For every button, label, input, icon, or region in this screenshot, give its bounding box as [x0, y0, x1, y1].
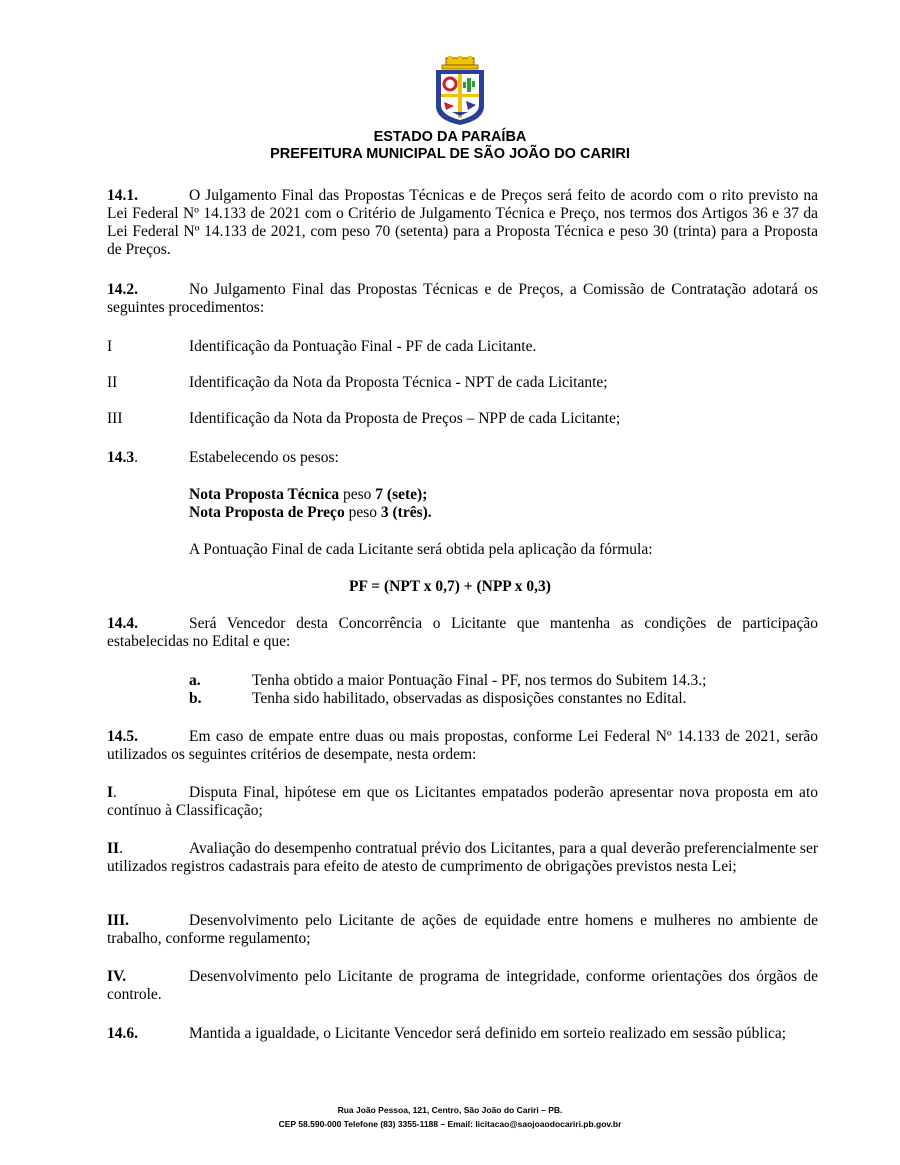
item-text: Desenvolvimento pelo Licitante de programa de integridade, conforme orientações dos órgãos de controle. — [107, 968, 818, 1003]
weight-connector: peso — [339, 486, 376, 503]
item-numeral: I — [107, 338, 113, 355]
clause-text: Estabelecendo os pesos: — [189, 449, 339, 466]
clause-number: 14.5. — [107, 728, 138, 745]
item-text: Identificação da Nota da Proposta de Preços – NPP de cada Licitante; — [189, 410, 621, 427]
clause-14-5 — [107, 728, 818, 764]
item-numeral-suffix: . — [113, 784, 117, 801]
item-text: Tenha obtido a maior Pontuação Final - PF, nos termos do Subitem 14.3.; — [252, 672, 707, 689]
clause-14-6 — [107, 1025, 818, 1043]
clause-number: 14.1. — [107, 187, 138, 204]
item-numeral: II — [107, 840, 120, 857]
clause-number: 14.4. — [107, 615, 138, 632]
formula: PF = (NPT x 0,7) + (NPP x 0,3) — [349, 578, 551, 595]
tiebreak-item — [107, 784, 818, 820]
item-numeral: III. — [107, 912, 129, 929]
condition-item — [189, 690, 687, 708]
municipality-heading: PREFEITURA MUNICIPAL DE SÃO JOÃO DO CARIRI — [270, 146, 630, 162]
clause-text: Será Vencedor desta Concorrência o Licitante que mantenha as condições de participação estabelecidas no Edital e que: — [107, 615, 818, 650]
item-numeral: I — [107, 784, 114, 801]
procedure-item — [107, 338, 818, 356]
clause-text: Mantida a igualdade, o Licitante Vencedor será definido em sorteio realizado em sessão pública; — [189, 1025, 787, 1042]
item-numeral: IV. — [107, 968, 127, 985]
item-numeral: III — [107, 410, 123, 427]
tiebreak-item — [107, 968, 818, 1004]
condition-item — [189, 672, 706, 690]
item-text: Desenvolvimento pelo Licitante de ações de equidade entre homens e mulheres no ambiente de trabalho, conforme regulamento; — [107, 912, 818, 947]
clause-number-suffix: . — [134, 449, 138, 466]
footer-address: Rua João Pessoa, 121, Centro, São João do Cariri – PB. — [337, 1105, 563, 1115]
clause-14-1 — [107, 187, 818, 259]
municipal-crest-icon — [432, 56, 488, 126]
item-label: a. — [189, 672, 201, 689]
clause-text: No Julgamento Final das Propostas Técnicas e de Preços, a Comissão de Contratação adotará os seguintes procedimentos: — [107, 281, 818, 316]
item-text: Identificação da Pontuação Final - PF de cada Licitante. — [189, 338, 537, 355]
tiebreak-item — [107, 840, 818, 876]
tiebreak-item — [107, 912, 818, 948]
item-text: Tenha sido habilitado, observadas as disposições constantes no Edital. — [252, 690, 687, 707]
item-label: b. — [189, 690, 202, 707]
clause-number: 14.3 — [107, 449, 135, 466]
weight-value: 7 (sete); — [375, 486, 428, 503]
clause-14-2 — [107, 281, 818, 317]
item-numeral-suffix: . — [119, 840, 123, 857]
clause-number: 14.2. — [107, 281, 138, 298]
item-text: Disputa Final, hipótese em que os Licitantes empatados poderão apresentar nova proposta em ato contínuo à Classificação; — [107, 784, 818, 819]
weight-label: Nota Proposta de Preço — [189, 504, 345, 521]
weight-price — [189, 504, 432, 522]
weight-technical — [189, 486, 427, 504]
state-heading: ESTADO DA PARAÍBA — [373, 129, 527, 145]
procedure-item — [107, 410, 818, 428]
weight-value: 3 (três). — [380, 504, 432, 521]
item-text: Avaliação do desempenho contratual prévio dos Licitantes, para a qual deverão preferencialmente ser utilizados registros cadastrais para efeito de atesto de cumprimento de obrigações previstos nesta Lei; — [107, 840, 818, 875]
weight-connector: peso — [344, 504, 381, 521]
clause-text: O Julgamento Final das Propostas Técnicas e de Preços será feito de acordo com o rito previsto na Lei Federal Nº 14.133 de 2021 com o Critério de Julgamento Técnica e Preço, nos termos dos Artigos 36 e 37 da Lei Federal Nº 14.133 de 2021, com peso 70 (setenta) para a Proposta Técnica e peso 30 (trinta) para a Proposta de Preços. — [107, 187, 818, 258]
item-numeral: II — [107, 374, 118, 391]
clause-14-3 — [107, 449, 818, 467]
weight-label: Nota Proposta Técnica — [189, 486, 340, 503]
clause-number: 14.6. — [107, 1025, 138, 1042]
footer-contact: CEP 58.590-000 Telefone (83) 3355-1188 – Email: licitacao@saojoaodocariri.pb.gov.br — [278, 1119, 622, 1129]
procedure-item — [107, 374, 818, 392]
item-text: Identificação da Nota da Proposta Técnica - NPT de cada Licitante; — [189, 374, 608, 391]
clause-text: Em caso de empate entre duas ou mais propostas, conforme Lei Federal Nº 14.133 de 2021, serão utilizados os seguintes critérios de desempate, nesta ordem: — [107, 728, 818, 763]
formula-intro: A Pontuação Final de cada Licitante será obtida pela aplicação da fórmula: — [189, 541, 653, 558]
clause-14-4 — [107, 615, 818, 651]
